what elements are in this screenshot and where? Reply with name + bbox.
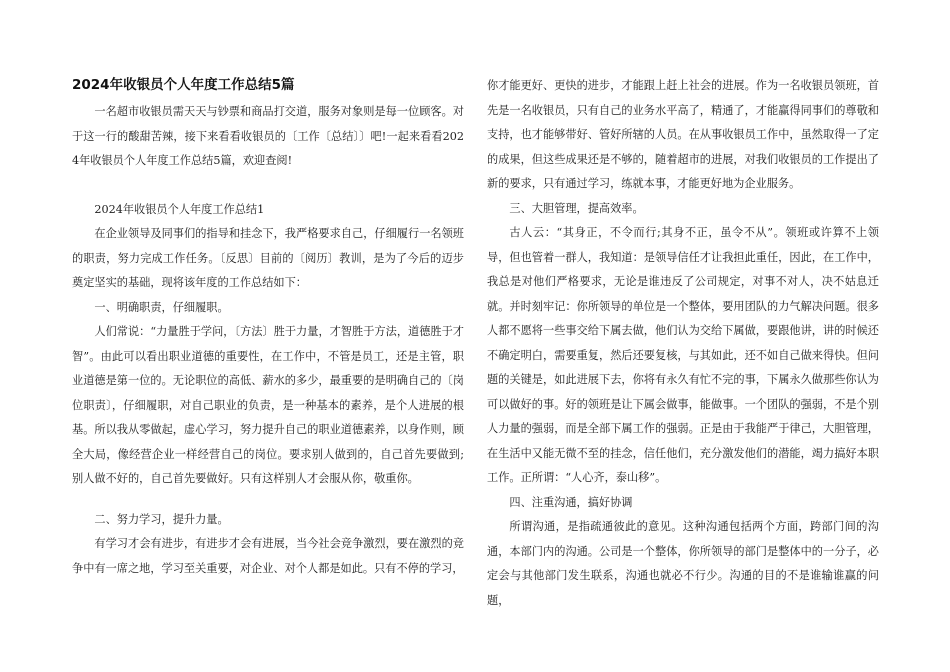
heading-duty: 一、明确职责，仔细履职。 <box>94 300 229 314</box>
right-column <box>487 74 879 613</box>
document-title: 2024年收银员个人年度工作总结5篇 <box>72 77 295 93</box>
paragraph-manage: 古人云：“其身正，不令而行;其身不正，虽令不从”。领班或许算不上领导，但也管着一群人，我知道：是领导信任才让我担此重任，因此，在工作中，我总是对他们严格要求，无论是谁违反了公司规定，对事不对人，决不姑息迁就。并时刻牢记：你所领导的单位是一个整体，要用团队的力气解决问题。很多人都不愿将一些事交给下属去做，他们认为交给下属做，要跟他讲，讲的时候还不确定明白，需要重复，然后还要复核，与其如此，还不如自己做来得快。但问题的关键是，如此进展下去，你将有永久有忙不完的事，下属永久做那些你认为可以做好的事。好的领班是让下属会做事，能做事。一个团队的强弱，不是个别人力量的强弱，而是全部下属工作的强弱。正是由于我能严于律己，大胆管理，在生活中又能无微不至的挂念，信任他们，充分激发他们的潜能，竭力搞好本职工作。正所谓：“人心齐，泰山移”。 <box>487 226 879 484</box>
section-title-1: 2024年收银员个人年度工作总结1 <box>94 202 265 216</box>
spacer <box>72 492 464 508</box>
paragraph-1: 在企业领导及同事们的指导和挂念下，我严格要求自己，仔细履行一名领班的职责，努力完成工作任务。〔反思〕目前的〔阅历〕教训，是为了今后的迈步奠定坚实的基础，现将该年度的工作总结如下： <box>72 227 464 289</box>
paragraph-study: 有学习才会有进步，有进步才会有进展，当今社会竞争激烈，要在激烈的竞争中有一席之地，学习至关重要，对企业、对个人都是如此。只有不停的学习， <box>72 537 464 575</box>
paragraph-study-cont: 你才能更好、更快的进步，才能跟上赶上社会的进展。作为一名收银员领班，首先是一名收银员，只有自己的业务水平高了，精通了，才能赢得同事们的尊敬和支持，也才能够带好、管好所辖的人员。在从事收银员工作中，虽然取得一了定的成果，但这些成果还是不够的，随着超市的进展，对我们收银员的工作提出了新的要求，只有通过学习，练就本事，才能更好地为企业服务。 <box>487 79 879 190</box>
paragraph-communicate: 所谓沟通，是指疏通彼此的意见。这种沟通包括两个方面，跨部门间的沟通，本部门内的沟通。公司是一个整体，你所领导的部门是整体中的一分子，必定会与其他部门发生联系，沟通也就必不行少。沟通的目的不是谁输谁赢的问题， <box>487 520 879 607</box>
heading-communicate: 四、注重沟通，搞好协调 <box>509 495 633 509</box>
spacer <box>72 174 464 198</box>
heading-study: 二、努力学习，提升力量。 <box>94 512 229 526</box>
paragraph-duty: 人们常说：“力量胜于学问，〔方法〕胜于力量，才智胜于方法，道德胜于才智”。由此可以看出职业道德的重要性，在工作中，不管是员工，还是主管，职业道德是第一位的。无论职位的高低、薪水的多少，最重要的是明确自己的〔岗位职责〕，仔细履职，对自己职业的负责，是一种基本的素养，是个人进展的根基。所以我从零做起，虚心学习，努力提升自己的职业道德素养，以身作则，顾全大局，像经营企业一样经营自己的岗位。要求别人做到的，自己首先要做到;别人做不好的，自己首先要做好。只有这样别人才会服从你，敬重你。 <box>72 325 464 485</box>
intro-paragraph: 一名超市收银员需天天与钞票和商品打交道，服务对象则是每一位顾客。对于这一行的酸甜苦辣，接下来看看收银员的〔工作〔总结〕〕吧!一起来看看2024年收银员个人年度工作总结5篇，欢迎查阅! <box>72 105 464 167</box>
heading-manage: 三、大胆管理，提高效率。 <box>509 201 644 215</box>
left-column <box>72 72 464 581</box>
